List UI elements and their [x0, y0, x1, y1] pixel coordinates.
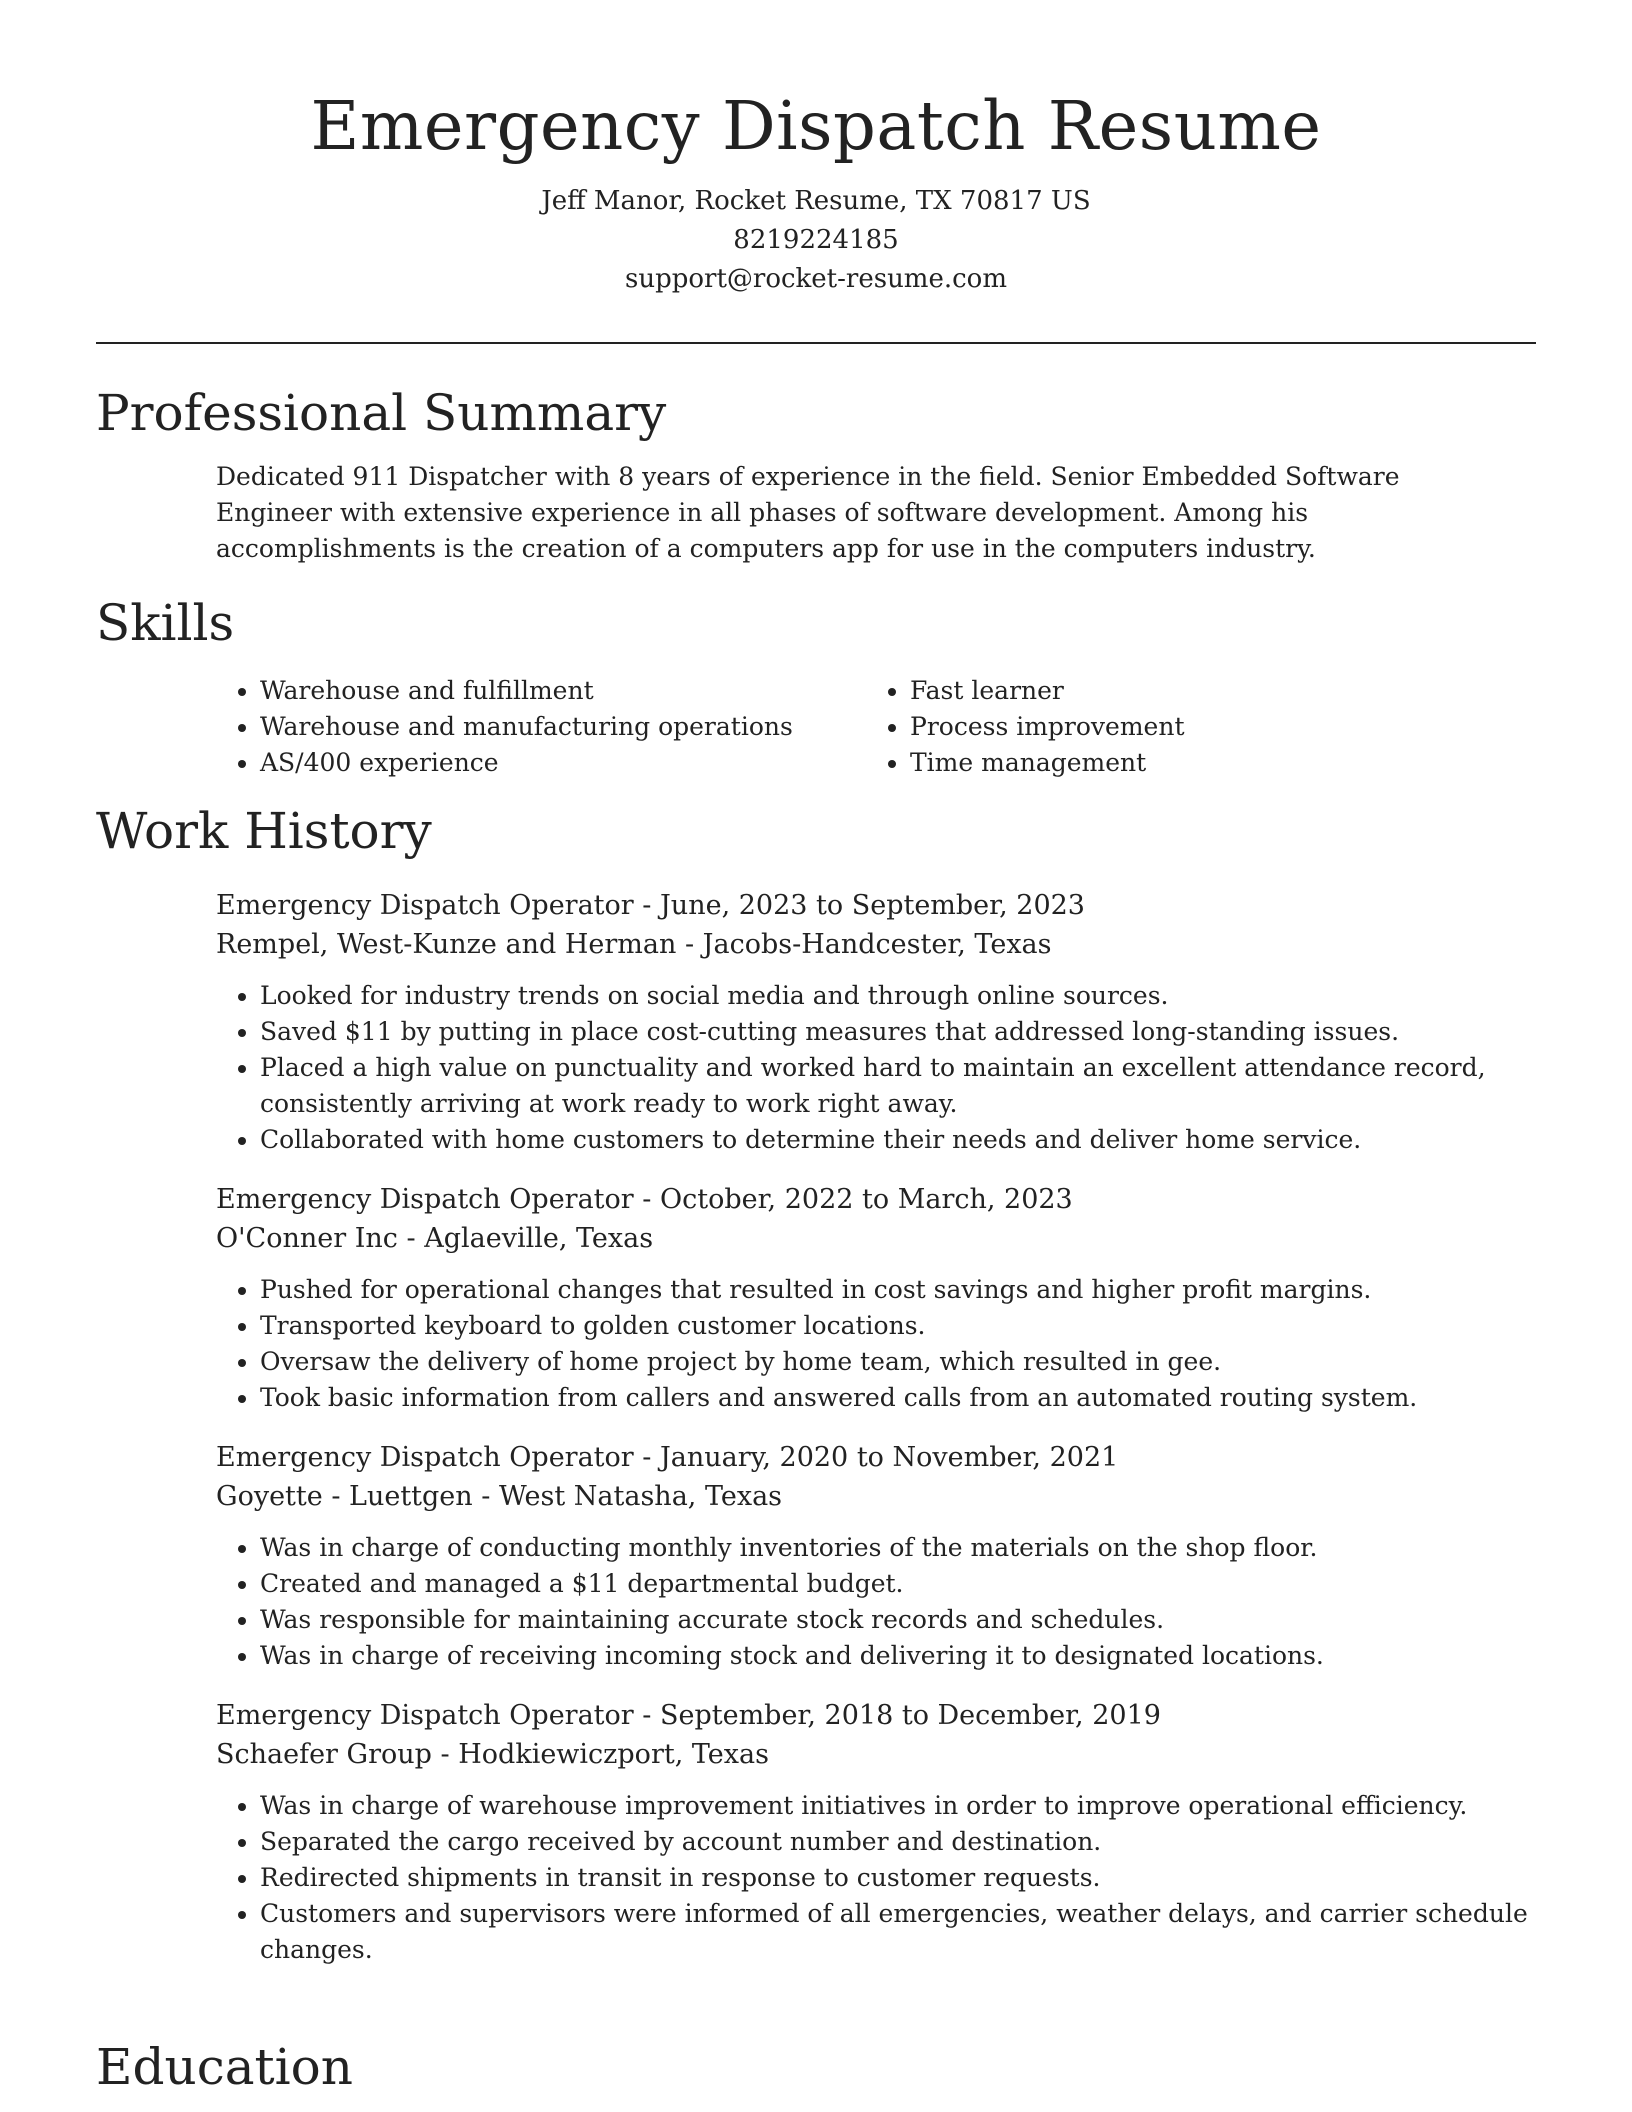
resume-title: Emergency Dispatch Resume: [310, 87, 1322, 165]
skill-item: • AS/400 experience: [260, 745, 866, 781]
job-location: West Natasha, Texas: [498, 1481, 783, 1512]
contact-address: Jeff Manor, Rocket Resume, TX 70817 US: [541, 186, 1091, 216]
job-bullet: • Separated the cargo received by account number and destination.: [260, 1824, 1536, 1860]
job-bullet: • Oversaw the delivery of home project by home team, which resulted in gee.: [260, 1344, 1536, 1380]
skill-item: • Process improvement: [910, 709, 1516, 745]
job-bullet: • Was in charge of warehouse improvement initiatives in order to improve operational efficiency.: [260, 1788, 1536, 1824]
job-bullet: • Was responsible for maintaining accurate stock records and schedules.: [260, 1602, 1536, 1638]
job-bullets: [216, 1272, 1536, 1416]
job-bullet: • Was in charge of receiving incoming stock and delivering it to designated locations.: [260, 1638, 1536, 1674]
skills-column-left: [216, 673, 866, 781]
section-title-skills: Skills: [96, 594, 235, 652]
job-bullet: • Looked for industry trends on social media and through online sources.: [260, 978, 1536, 1014]
skill-item: • Fast learner: [910, 673, 1516, 709]
job-company-line: Schaefer Group - Hodkiewiczport, Texas: [216, 1739, 769, 1770]
job-bullet: • Placed a high value on punctuality and worked hard to maintain an excellent attendance record, consistently arriving at work ready to work right away.: [260, 1050, 1536, 1122]
contact-info: [0, 182, 1632, 299]
job-company: Rempel, West-Kunze and Herman: [216, 929, 677, 960]
job-role: Emergency Dispatch Operator: [216, 1442, 634, 1473]
job-company-line: Goyette - Luettgen - West Natasha, Texas: [216, 1481, 783, 1512]
job-dates: October, 2022 to March, 2023: [659, 1184, 1073, 1215]
section-title-education: Education: [96, 2038, 353, 2096]
resume-header: [0, 80, 1632, 299]
job-bullet: • Collaborated with home customers to determine their needs and deliver home service.: [260, 1122, 1536, 1158]
summary-text: Dedicated 911 Dispatcher with 8 years of experience in the field. Senior Embedded Software Engineer with extensive experience in all phases of software development. Among his accomplishments is the creation of a computers app for use in the computers industry.: [216, 462, 1400, 563]
section-title-summary: Professional Summary: [96, 384, 667, 442]
job-title-line: Emergency Dispatch Operator - January, 2020 to November, 2021: [216, 1442, 1119, 1473]
job-title-line: Emergency Dispatch Operator - September, 2018 to December, 2019: [216, 1700, 1161, 1731]
job-company-line: O'Conner Inc - Aglaeville, Texas: [216, 1223, 654, 1254]
job-bullet: • Transported keyboard to golden customer locations.: [260, 1308, 1536, 1344]
job-company: Goyette - Luettgen: [216, 1481, 473, 1512]
contact-email: support@rocket-resume.com: [624, 264, 1007, 294]
job-company: Schaefer Group: [216, 1739, 432, 1770]
job-dates: June, 2023 to September, 2023: [659, 890, 1085, 921]
job-bullet: • Took basic information from callers and answered calls from an automated routing system.: [260, 1380, 1536, 1416]
job-bullet: • Created and managed a $11 departmental budget.: [260, 1566, 1536, 1602]
job-location: Hodkiewiczport, Texas: [458, 1739, 769, 1770]
job-title-line: Emergency Dispatch Operator - June, 2023 to September, 2023: [216, 890, 1085, 921]
skills-list: [216, 673, 1516, 781]
job-bullets: [216, 978, 1536, 1158]
job-role: Emergency Dispatch Operator: [216, 1184, 634, 1215]
job-bullet: • Saved $11 by putting in place cost-cutting measures that addressed long-standing issues.: [260, 1014, 1536, 1050]
job-company-line: Rempel, West-Kunze and Herman - Jacobs-Handcester, Texas: [216, 929, 1052, 960]
job-entry: [216, 1696, 1536, 1968]
job-bullets: [216, 1530, 1536, 1674]
job-company: O'Conner Inc: [216, 1223, 398, 1254]
job-role: Emergency Dispatch Operator: [216, 1700, 634, 1731]
skill-item: • Warehouse and manufacturing operations: [260, 709, 866, 745]
header-divider: [96, 342, 1536, 344]
job-dates: September, 2018 to December, 2019: [659, 1700, 1161, 1731]
job-entry: [216, 886, 1536, 1158]
contact-phone: 8219224185: [733, 225, 899, 255]
work-history-list: [216, 886, 1536, 1990]
job-bullets: [216, 1788, 1536, 1968]
skill-item: • Warehouse and fulfillment: [260, 673, 866, 709]
job-bullet: • Redirected shipments in transit in response to customer requests.: [260, 1860, 1536, 1896]
job-location: Jacobs-Handcester, Texas: [702, 929, 1052, 960]
job-dates: January, 2020 to November, 2021: [659, 1442, 1119, 1473]
job-bullet: • Customers and supervisors were informed of all emergencies, weather delays, and carrier schedule changes.: [260, 1896, 1536, 1968]
job-bullet: • Was in charge of conducting monthly inventories of the materials on the shop floor.: [260, 1530, 1536, 1566]
job-role: Emergency Dispatch Operator: [216, 890, 634, 921]
job-location: Aglaeville, Texas: [424, 1223, 654, 1254]
job-entry: [216, 1438, 1536, 1674]
job-bullet: • Pushed for operational changes that resulted in cost savings and higher profit margins.: [260, 1272, 1536, 1308]
section-title-work-history: Work History: [96, 802, 432, 860]
job-entry: [216, 1180, 1536, 1416]
skills-column-right: [866, 673, 1516, 781]
job-title-line: Emergency Dispatch Operator - October, 2022 to March, 2023: [216, 1184, 1073, 1215]
skill-item: • Time management: [910, 745, 1516, 781]
